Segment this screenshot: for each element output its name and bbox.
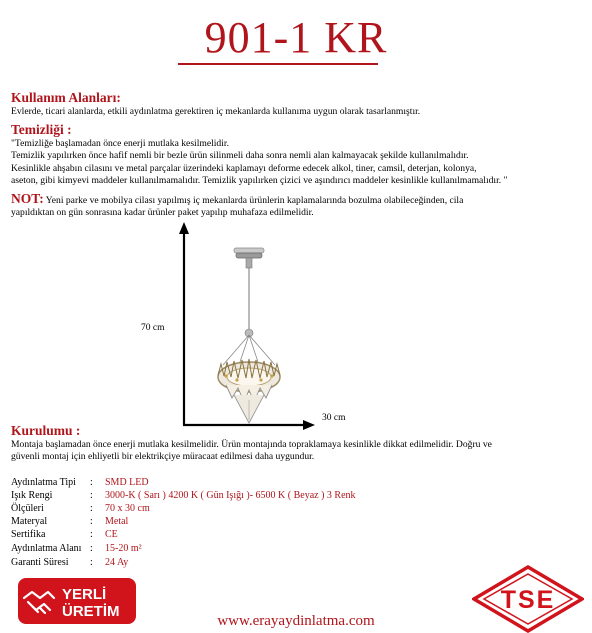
spec-row-warranty: [11, 557, 511, 570]
spec-value: 15-20 m²: [105, 543, 142, 554]
cleaning-heading: Temizliği :: [11, 122, 72, 137]
spec-label: Materyal: [11, 516, 48, 527]
cleaning-line: Temizlik yapılırken önce hafif nemli bir bezle ürün silinmeli daha sonra nemli alan kalmayacak şekilde kullanılmalıdır.: [11, 150, 469, 162]
badge-line-2: ÜRETİM: [62, 603, 120, 620]
spec-row-material: [11, 516, 511, 529]
spec-colon: :: [90, 516, 93, 527]
spec-row-light-color: [11, 490, 511, 503]
note-line-2: yapıldıktan on gün sonrasına kadar ürünler paket yapılıp muhafaza edilmelidir.: [11, 207, 314, 219]
spec-label: Işık Rengi: [11, 490, 53, 501]
spec-value: CE: [105, 529, 118, 540]
width-label: 30 cm: [322, 413, 346, 423]
spec-row-lighting-area: [11, 543, 511, 556]
tse-logo: [472, 565, 584, 633]
spec-colon: :: [90, 529, 93, 540]
note-label: NOT:: [11, 191, 44, 206]
spec-row-certificate: [11, 529, 511, 542]
tse-logo-text: TSE: [500, 586, 556, 614]
spec-colon: :: [90, 490, 93, 501]
cleaning-line: aseton, gibi kimyevi maddeler kullanılmamalıdır. Temizlik yapılırken çizici ve aşındırıcı maddeler kesinlikle kullanılmamalıdır. ": [11, 175, 508, 187]
height-arrow-head: [179, 222, 189, 234]
installation-text: [11, 439, 583, 464]
spec-label: Aydınlatma Alanı: [11, 543, 82, 554]
chandelier-image: [218, 248, 280, 423]
usage-text: Evlerde, ticari alanlarda, etkili aydınlatma gerektiren iç mekanlarda kullanıma uygun olarak tasarlanmıştır.: [11, 106, 421, 117]
note-line-1: Yeni parke ve mobilya cilası yapılmış iç mekanlarda ürünlerin kaplamalarında bozulma olabileceğinden, cila: [45, 195, 464, 206]
cleaning-line: "Temizliğe başlamadan önce enerji mutlaka kesilmelidir.: [11, 138, 229, 149]
spec-value: SMD LED: [105, 477, 149, 488]
spec-label: Garanti Süresi: [11, 557, 69, 568]
installation-heading: Kurulumu :: [11, 423, 81, 438]
installation-line-2: güvenli montaj için ehliyetli bir elektrikçiye müracaat edilmesi daha uygundur.: [11, 451, 315, 463]
usage-heading: Kullanım Alanları:: [11, 90, 121, 105]
spec-label: Ölçüleri: [11, 503, 44, 514]
spec-colon: :: [90, 543, 93, 554]
height-label: 70 cm: [141, 323, 165, 333]
spec-colon: :: [90, 477, 93, 488]
spec-label: Sertifika: [11, 529, 46, 540]
spec-value: 70 x 30 cm: [105, 503, 150, 514]
spec-row-dimensions: [11, 503, 511, 516]
spec-value: 3000-K ( Sarı ) 4200 K ( Gün Işığı )- 6500 K ( Beyaz ) 3 Renk: [105, 490, 356, 501]
spec-colon: :: [90, 503, 93, 514]
installation-line-1: Montaja başlamadan önce enerji mutlaka kesilmelidir. Ürün montajında topraklamaya kesinlikle dikkat edilmelidir. Doğru ve: [11, 439, 492, 450]
spec-row-lighting-type: [11, 477, 511, 490]
product-title: 901-1 KR: [204, 13, 388, 62]
cleaning-line: Kesinlikle ahşabın cilasını ve metal parçalar üzerindeki kaplamayı deforme edecek alkol, tiner, camsil, deterjan, kolonya,: [11, 162, 477, 174]
spec-label: Aydınlatma Tipi: [11, 477, 76, 488]
spec-value: 24 Ay: [105, 557, 129, 568]
spec-colon: :: [90, 557, 93, 568]
width-arrow-head: [303, 420, 315, 430]
website-url: www.erayaydinlatma.com: [217, 613, 375, 629]
spec-value: Metal: [105, 516, 129, 527]
badge-line-1: YERLİ: [62, 586, 107, 603]
